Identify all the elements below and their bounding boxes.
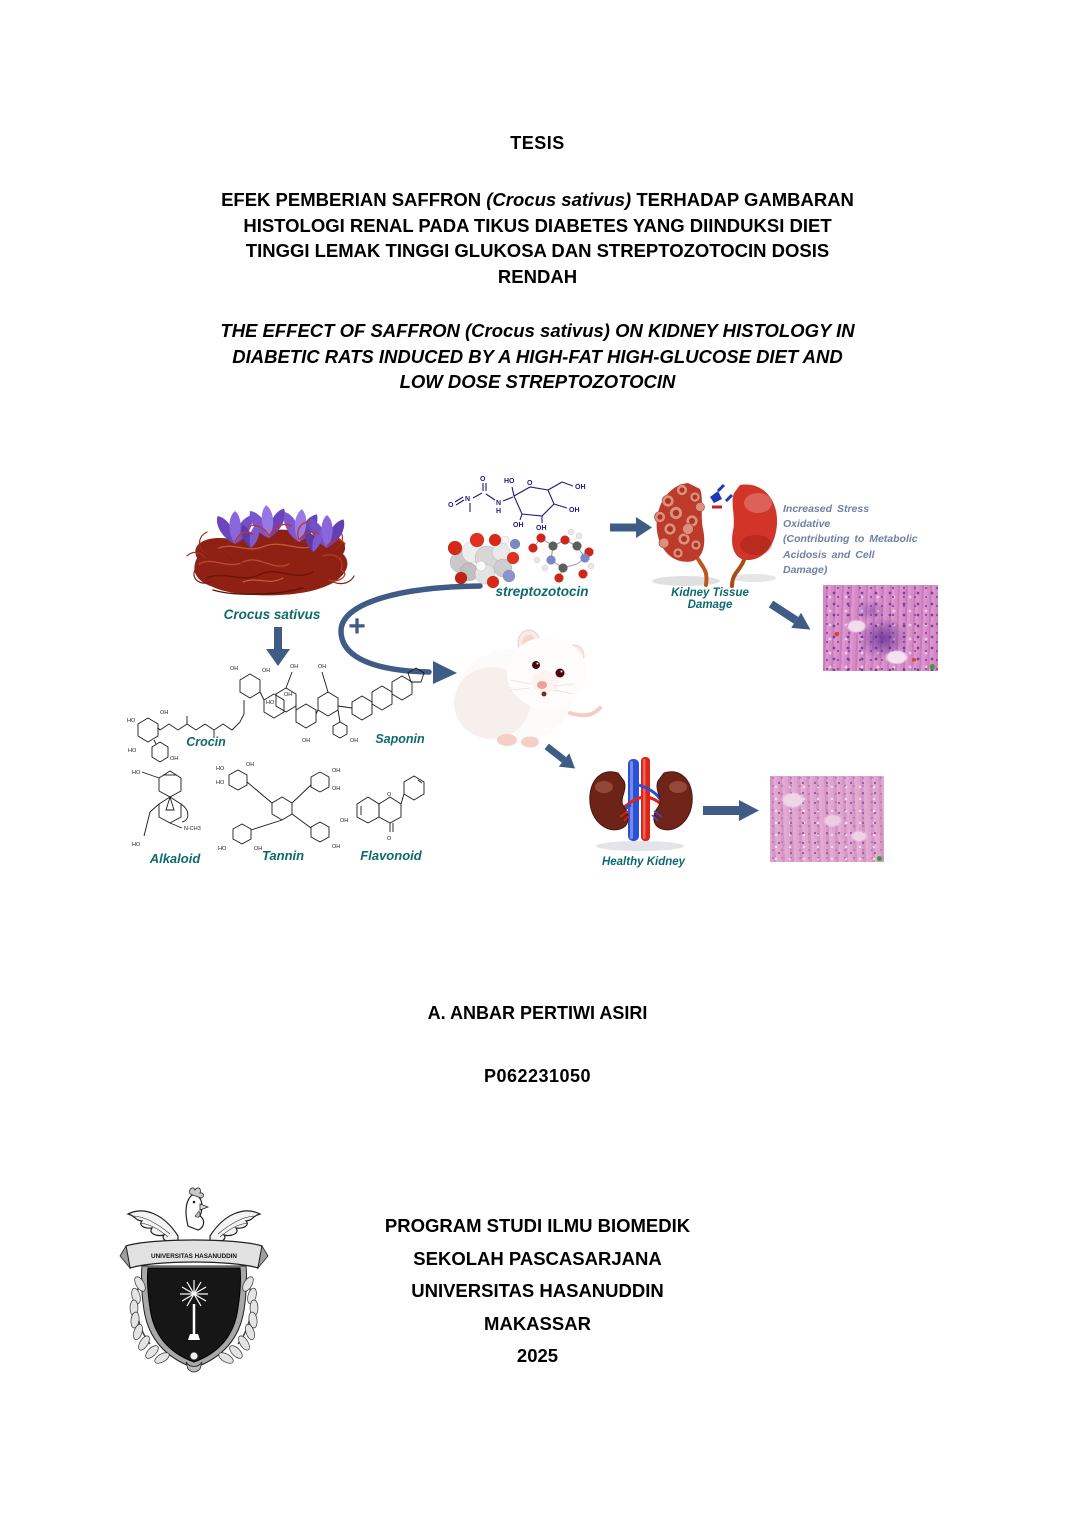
right-arrow-icon xyxy=(610,517,652,538)
healthy-kidney-histology-image xyxy=(770,776,884,862)
doc-type-heading: TESIS xyxy=(510,133,565,153)
white-rat-image xyxy=(452,618,602,750)
atom-label: OH xyxy=(340,818,349,824)
atom-label: OH xyxy=(230,666,239,672)
atom-label: HO xyxy=(216,780,225,786)
atom-label: HO xyxy=(266,700,275,706)
atom-label: OH xyxy=(513,522,524,529)
plus-sign: + xyxy=(348,610,366,643)
program-line: MAKASSAR xyxy=(484,1312,591,1334)
atom-label: O xyxy=(480,476,486,483)
saffron-flower-image xyxy=(183,486,355,600)
atom-label: HO xyxy=(218,846,227,852)
atom-label: OH xyxy=(284,692,293,698)
atom-label: HO xyxy=(216,766,225,772)
right-arrow-icon xyxy=(703,799,759,822)
title-id-line3: TINGGI LEMAK TINGGI GLUKOSA DAN STREPTOZOTOCIN DOSIS xyxy=(245,240,830,261)
program-line: PROGRAM STUDI ILMU BIOMEDIK xyxy=(384,1215,691,1236)
atom-label: HO xyxy=(132,770,141,776)
diagonal-arrow-icon xyxy=(543,738,583,774)
author-name: A. ANBAR PERTIWI ASIRI xyxy=(427,1003,648,1023)
kidney-tissue-damage-label: Kidney Tissue Damage xyxy=(671,587,749,611)
title-id-line1: EFEK PEMBERIAN SAFFRON (Crocus sativus) TERHADAP GAMBARAN xyxy=(221,189,854,210)
atom-label: OH xyxy=(254,846,263,852)
title-indonesian xyxy=(0,187,1075,289)
atom-label: OH xyxy=(332,786,341,792)
saponin-label: Saponin xyxy=(375,732,425,746)
note-line: (Contributing to Metabolic xyxy=(783,533,918,546)
streptozotocin-label: streptozotocin xyxy=(495,584,589,599)
title-english xyxy=(0,318,1075,395)
alkaloid-label: Alkaloid xyxy=(149,851,201,866)
note-line: Acidosis and Cell Damage) xyxy=(783,548,875,576)
title-id-line4: RENDAH xyxy=(497,265,578,287)
atom-label: HO xyxy=(132,842,141,848)
latin-species-name: (Crocus sativus) xyxy=(486,189,632,210)
atom-label: O xyxy=(448,502,454,509)
atom-label: N xyxy=(496,500,502,507)
atom-label: OH xyxy=(262,668,271,674)
molecule-3d-model-right xyxy=(525,522,595,584)
crocus-sativus-label: Crocus sativus xyxy=(223,607,321,622)
atom-label: N xyxy=(465,496,471,503)
logo-banner-text: UNIVERSITAS HASANUDDIN xyxy=(151,1253,237,1260)
program-line: UNIVERSITAS HASANUDDIN xyxy=(411,1280,664,1301)
flavonoid-label: Flavonoid xyxy=(360,848,422,863)
atom-label: O xyxy=(387,836,392,842)
atom-label: OH xyxy=(246,762,255,768)
healthy-kidney-label: Healthy Kidney xyxy=(601,856,686,868)
atom-label: O xyxy=(527,480,533,487)
tannin-label: Tannin xyxy=(261,848,305,863)
oxidative-stress-note xyxy=(783,502,921,578)
atom-label: O xyxy=(387,792,392,798)
atom-label: OH xyxy=(575,484,586,491)
atom-label: HO xyxy=(128,748,137,754)
healthy-kidney-image xyxy=(584,755,699,853)
title-en-line3: LOW DOSE STREPTOZOTOCIN xyxy=(399,371,676,392)
alkaloid-structure xyxy=(130,762,210,856)
atom-label: OH xyxy=(302,738,311,744)
atom-label: OH xyxy=(332,844,341,850)
damaged-kidney-image xyxy=(648,473,780,588)
atom-label: OH xyxy=(332,768,341,774)
atom-label: OH xyxy=(160,710,169,716)
atom-label: OH xyxy=(170,756,179,762)
note-line: Increased Stress Oxidative xyxy=(783,503,870,531)
molecule-3d-model-left xyxy=(447,528,523,586)
title-id-line2: HISTOLOGI RENAL PADA TIKUS DIABETES YANG DIINDUKSI DIET xyxy=(243,214,832,236)
institution-block xyxy=(0,1210,1075,1373)
atom-label: HO xyxy=(127,718,136,724)
atom-label: OH xyxy=(569,507,580,514)
program-line: 2025 xyxy=(516,1345,559,1366)
atom-label: OH xyxy=(536,525,547,532)
tannin-structure xyxy=(216,760,352,852)
student-id: P062231050 xyxy=(483,1066,592,1086)
title-en-line1: THE EFFECT OF SAFFRON (Crocus sativus) ON KIDNEY HISTOLOGY IN xyxy=(220,320,855,341)
diagonal-arrow-icon xyxy=(766,594,824,636)
atom-label: OH xyxy=(290,664,299,670)
flavonoid-structure xyxy=(346,768,432,842)
atom-label: H xyxy=(496,508,502,515)
atom-label: OH xyxy=(350,738,359,744)
damaged-kidney-histology-image xyxy=(823,585,938,671)
atom-label: HO xyxy=(504,478,515,485)
title-en-line2: DIABETIC RATS INDUCED BY A HIGH-FAT HIGH-GLUCOSE DIET AND xyxy=(232,345,843,367)
program-line: SEKOLAH PASCASARJANA xyxy=(413,1247,662,1269)
atom-label: N-CH3 xyxy=(184,826,201,832)
atom-label: OH xyxy=(318,664,327,670)
crocin-label: Crocin xyxy=(186,735,226,749)
